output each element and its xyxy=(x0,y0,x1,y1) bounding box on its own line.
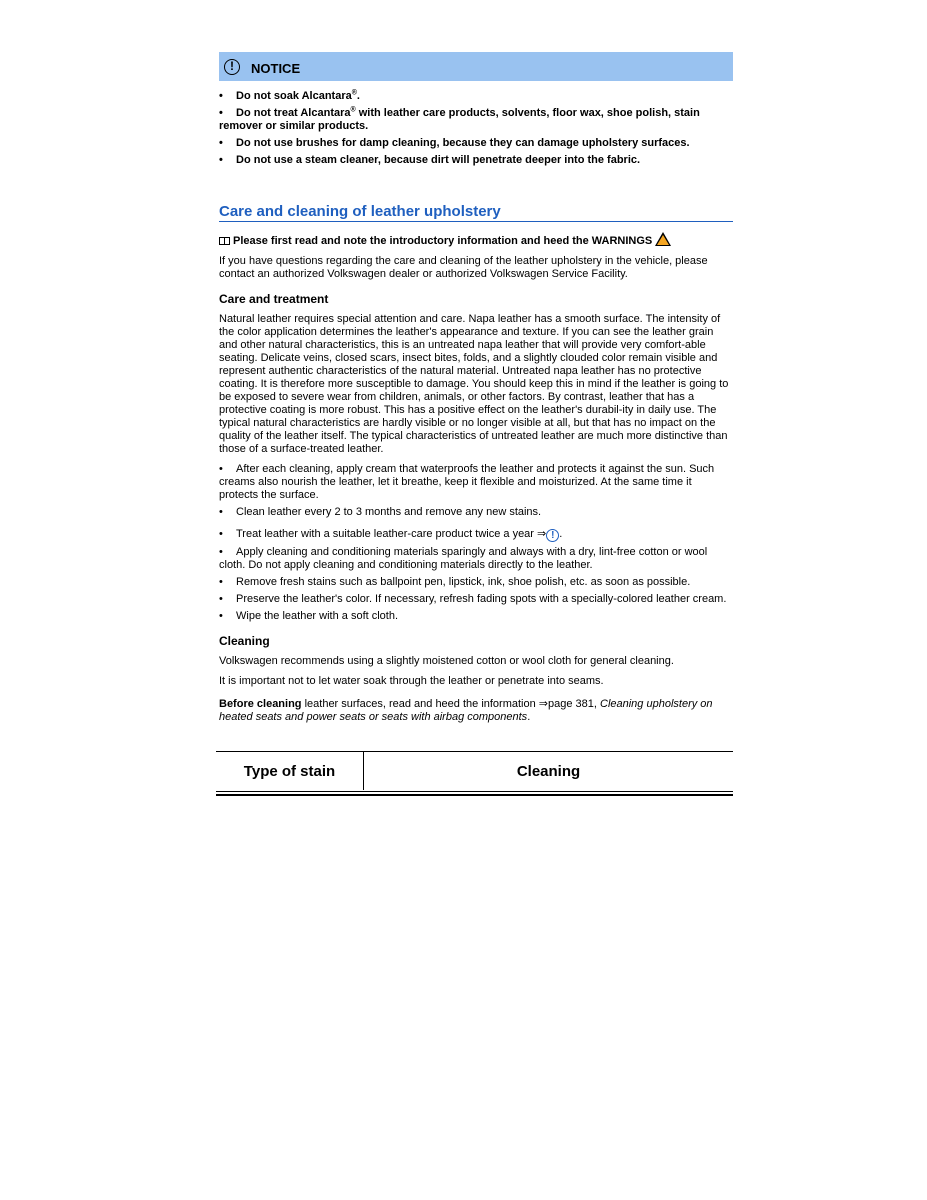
stain-table xyxy=(216,751,733,797)
warning-triangle-icon[interactable]: ! xyxy=(655,232,671,246)
intro-heading: Please first read and note the introductory information and heed the WARNINGS ! xyxy=(219,234,733,248)
list-item: • Remove fresh stains such as ballpoint pen, lipstick, ink, shoe polish, etc. as soon as possible. xyxy=(219,576,691,588)
page-reference-link[interactable]: Cleaning upholstery on heated seats and power seats or seats with airbag components xyxy=(219,698,713,723)
table-header-type: Type of stain xyxy=(216,752,364,790)
notice-header xyxy=(219,52,733,81)
notice-circle-icon: ! xyxy=(224,59,240,75)
cleaning-p1: Volkswagen recommends using a slightly moistened cotton or wool cloth for general cleaning. xyxy=(219,655,674,667)
cleaning-p2: It is important not to let water soak through the leather or penetrate into seams. xyxy=(219,675,604,687)
list-item: • Treat leather with a suitable leather-care product twice a year ⇒ ! . xyxy=(219,528,563,541)
book-icon xyxy=(219,237,230,245)
list-item: • Apply cleaning and conditioning materials sparingly and always with a dry, lint-free cotton or wool cloth. Do not apply cleaning and conditioning materials directly to the leather. xyxy=(219,546,708,571)
intro-text: If you have questions regarding the care and cleaning of the leather upholstery in the vehicle, please contact an authorized Volkswagen dealer or authorized Volkswagen Service Facility. xyxy=(219,255,708,280)
cleaning-heading: Cleaning xyxy=(219,634,270,648)
list-item: • Preserve the leather's color. If necessary, refresh fading spots with a specially-colored leather cream. xyxy=(219,593,727,605)
section-title: Care and cleaning of leather upholstery xyxy=(219,203,733,222)
section-body xyxy=(219,234,733,731)
list-item: • Do not soak Alcantara®. xyxy=(219,89,360,102)
table-header-cleaning: Cleaning xyxy=(516,762,581,780)
list-item: • Clean leather every 2 to 3 months and remove any new stains. xyxy=(219,506,542,518)
list-item: • Do not use brushes for damp cleaning, because they can damage upholstery surfaces. xyxy=(219,137,690,149)
list-item: • Do not treat Alcantara® with leather care products, solvents, floor wax, shoe polish, stain remover or similar products. xyxy=(219,106,700,132)
notice-link-icon[interactable]: ! xyxy=(546,529,559,542)
list-item: • Wipe the leather with a soft cloth. xyxy=(219,610,399,622)
care-text: Natural leather requires special attention and care. Napa leather has a smooth surface. The intensity of the color application determines the leather's appearance and texture. If you can see the leather grain and other natural characteristics, this is an untreated napa leather that will provide very comfort-able seating. Delicate veins, closed scars, insect bites, folds, and a slightly clouded color remain visible and represent authentic characteristics of the natural material. Untreated napa leather has no protective coating. It is therefore more susceptible to damage. You should keep this in mind if the leather is going to be exposed to severe wear from children, animals, or other factors. By contrast, leather that has a protective coating is more robust. This has a positive effect on the leather's durabil-ity in daily use. The typical natural characteristics are hardly visible or no longer visible at all, but that has no impact on the quality of the leather itself. The typical characteristics of untreated leather are much more distinctive than those of a surface-treated leather. xyxy=(219,313,729,455)
list-item: • After each cleaning, apply cream that waterproofs the leather and protects it against the sun. Such creams also nourish the leather, let it breathe, keep it flexible and moisturized. At the same time it protects the surface. xyxy=(219,463,715,501)
notice-title: NOTICE xyxy=(251,60,301,76)
care-bullets xyxy=(219,463,733,623)
list-item: • Do not use a steam cleaner, because dirt will penetrate deeper into the fabric. xyxy=(219,154,641,166)
notice-list xyxy=(219,90,733,171)
before-cleaning: Before cleaning leather surfaces, read and heed the information ⇒page 381, Cleaning upholstery on heated seats and power seats or seats with airbag components. xyxy=(219,698,713,723)
care-heading: Care and treatment xyxy=(219,292,329,306)
